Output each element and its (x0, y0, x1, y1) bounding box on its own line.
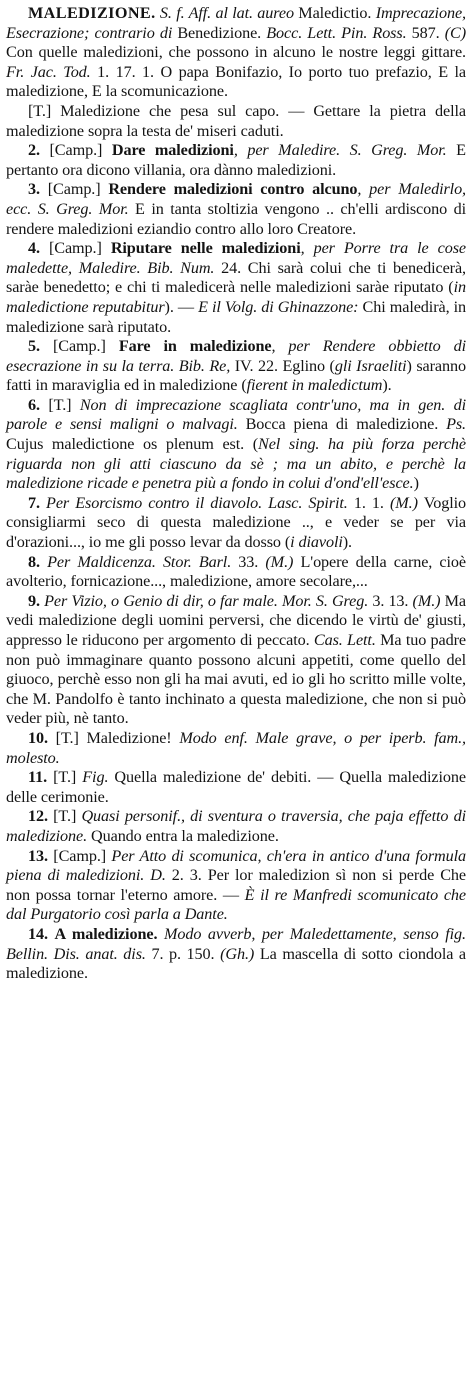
definition-tail: Benedizione. (177, 23, 262, 42)
sense-gloss: Modo enf. Male grave, o per iperb. fam., molesto. (6, 728, 467, 767)
citation-num: 24. (214, 258, 248, 277)
latin-quote: fierent in maledictum (246, 376, 383, 395)
sense (6, 847, 466, 925)
sense-phrase: Dare maledizioni (111, 141, 234, 160)
sense-gloss: Per Maldicenza. Stor. Barl. (39, 552, 232, 571)
sense-gloss: , per Maledirlo, ecc. S. Greg. Mor. (6, 180, 467, 218)
sense-text: Quando entra la maledizione. (87, 826, 279, 845)
sense-phrase: Fare in maledizione (118, 337, 272, 356)
sense-phrase: Rendere maledizioni contro alcuno (108, 180, 358, 199)
sense-text: Quella maledizione de' debiti. — Quella maledizione delle cerimonie. (6, 768, 466, 806)
sense-gloss: , per Maledire. S. Greg. Mor. (233, 141, 447, 160)
sense (6, 141, 466, 180)
sense-gloss: Non di imprecazione scagliata contr'uno, ma in gen. di parole e sensi maligni o malvagi. (6, 395, 467, 434)
sense-gloss: , per Porre tra le cose maledette, Maledire. Bib. Num. (6, 239, 467, 277)
sense-gloss: Fig. (76, 768, 109, 787)
sense (6, 337, 466, 396)
sense (6, 553, 466, 592)
sense (6, 807, 466, 846)
source-tag: [T.] (48, 395, 72, 414)
sense-text: ) (413, 474, 419, 493)
sense-gloss: Per Atto di scomunica, ch'era in antico d'una formula piena di maledizioni. D. (6, 846, 467, 885)
source-tag: [Camp.] (53, 846, 107, 865)
source-tag: [T.] (55, 728, 79, 747)
source-tag: (M.) (265, 552, 294, 571)
sense-text: ). (342, 533, 353, 552)
citation-num: 7. p. 150. (145, 944, 221, 963)
citation-num: 2. 3. (165, 866, 208, 885)
sense-gloss: Modo avverb, per Maledettamente, senso fig. Bellin. Dis. anat. dis. (6, 924, 466, 963)
definition: Imprecazione, Esecrazione; contrario di (6, 4, 466, 42)
sense (6, 494, 466, 553)
citation-num: 1. 1. (347, 493, 390, 512)
latin-source: Maledictio. (298, 4, 372, 22)
sense-phrase: Riputare nelle maledizioni (110, 239, 301, 258)
citation-quote: O papa Bonifazio, Io porto tuo prefazio, E la maledizione, E la scomunicazione. (6, 62, 466, 101)
sense-text: Ma vedi maledizione degli uomini perversi, che dicendo le virtù de' giusti, appresso le riducono per argomento di peccato. (6, 591, 467, 649)
sense-number: 9. (28, 591, 40, 610)
sense (6, 239, 466, 337)
source-tag: [T.] (28, 101, 52, 120)
citation-num: 587. (406, 23, 445, 42)
source-tag: (M.) (412, 591, 441, 610)
editor-note: Nel sing. ha più forza perchè riguarda non gli atti ciascuno da sè ; ma un abito, e perchè la maledizione ricade e penetra più a fondo in colui d'ond'ell'esce. (6, 435, 466, 493)
entry-intro (6, 4, 466, 102)
sense-text: Bocca piena di maledizione. (237, 415, 447, 434)
sense-gloss: Quasi personif., di sventura o traversia, che paja effetto di maledizione. (6, 807, 466, 845)
sense-number: 14. (28, 924, 48, 943)
headword: MALEDIZIONE. (28, 4, 156, 22)
sense (6, 729, 466, 768)
sense (6, 180, 466, 239)
sense-text: Maledizione! (78, 728, 180, 747)
citation-quote: Con quelle maledizioni, che possono in alcuno le nostre leggi gittare. (6, 43, 466, 62)
sense (6, 396, 466, 494)
citation-num: 1. 17. 1. (90, 62, 161, 81)
sense (6, 768, 466, 807)
sense-gloss: , per Rendere obbietto di esecrazione in su la terra. Bib. Re, (6, 337, 467, 375)
sense-text: ). — (164, 297, 199, 316)
sense-number: 7. (28, 493, 40, 512)
sense-gloss: Per Esorcismo contro il diavolo. Lasc. Spirit. (39, 493, 348, 512)
sense-number: 11. (28, 768, 48, 787)
sense-text: La mascella di sotto ciondola a maledizione. (6, 944, 466, 983)
source-tag: [T.] (53, 807, 77, 826)
sense-number: 3. (28, 180, 40, 199)
sense-number: 5. (28, 337, 40, 356)
sense-text: Maledizione che pesa sul capo. — Gettare la pietra della maledizione sopra la testa de' miseri caduti. (6, 101, 466, 140)
citation-ref: Fr. Jac. Tod. (6, 62, 91, 81)
sense-number: 12. (28, 807, 48, 826)
citation-ref: Cas. Lett. (313, 631, 376, 649)
source-tag: (Gh.) (220, 944, 255, 963)
sense-number: 13. (28, 846, 48, 865)
sense-text: Chi maledirà, in maledizione sarà riputato. (6, 297, 466, 336)
sense-gloss: gli Israeliti (334, 356, 407, 375)
sense-text: Eglino ( (282, 356, 335, 375)
citation-num: 33. (231, 552, 266, 571)
source-tag: [Camp.] (47, 180, 101, 199)
citation-num: IV. 22. (230, 356, 283, 375)
sense-number: 2. (28, 141, 40, 160)
sense-text: Voglio consigliarmi seco di questa maledizione .., e veder se per via d'orazioni..., io me gli posso levar da dosso ( (6, 493, 466, 552)
latin-quote: in maledictione reputabitur (6, 278, 466, 316)
sense-text: Ma tuo padre non può immaginare quanto possono alcuni appetiti, come quello del giuoco, perchè esso non gli ha mai avuti, ed io gli ho scritto mille volte, che M. Pandolfo è tanto inchinato a questa maledizione, che non si può veder più, nè tanto. (6, 631, 466, 728)
sense-gloss: E il Volg. di Ghinazzone: (198, 297, 359, 316)
source-tag: (M.) (389, 493, 418, 512)
sense (6, 102, 466, 141)
sense-text: L'opere della carne, cioè avolterio, fornicazione..., maledizione, amore secolare,... (6, 552, 466, 591)
citation-ref: Bocc. Lett. Pin. Ross. (261, 23, 407, 42)
sense-text: E in tanta stoltizia vengono .. ch'elli ardiscono di rendere maledizioni eziandio contro allo loro Creatore. (6, 199, 466, 238)
source-tag: (C) (444, 23, 467, 42)
sense-text: ). (382, 376, 392, 395)
sense (6, 925, 466, 984)
source-tag: [Camp.] (48, 239, 102, 258)
source-tag: [T.] (53, 768, 77, 787)
grammar-note: S. f. Aff. al lat. aureo (155, 4, 299, 22)
sense-gloss: Per Vizio, o Genio di dir, o far male. Mor. S. Greg. (39, 591, 369, 610)
sense-number: 4. (28, 239, 40, 258)
sense-text: E pertanto ora dicono villania, ora dànno maledizioni. (6, 141, 466, 179)
sense (6, 592, 466, 729)
sense-text: Chi sarà colui che ti benedicerà, saràe benedetto; e chi ti maledicerà nelle maledizioni saràe riputato ( (6, 258, 466, 297)
sense-text: Per lor maledizion sì non si perde Che non possa tornar l'eterno amore. — (6, 866, 467, 904)
source-tag: [Camp.] (52, 337, 106, 356)
source-tag: [Camp.] (49, 141, 103, 160)
sense-number: 6. (28, 395, 40, 414)
sense-number: 10. (28, 728, 48, 747)
sense-gloss: È il re Manfredi scomunicato che dal Purgatorio così parla a Dante. (6, 885, 466, 924)
sense-text: Cujus maledictione os plenum est. ( (6, 435, 259, 454)
sense-text: ) saranno fatti in maraviglia ed in maledizione ( (6, 356, 466, 395)
sense-number: 8. (28, 552, 40, 571)
sense-gloss: i diavoli (290, 533, 343, 552)
citation-num: 3. 13. (368, 591, 413, 610)
sense-phrase: A maledizione. (54, 924, 158, 943)
citation-ref: Ps. (446, 415, 466, 434)
